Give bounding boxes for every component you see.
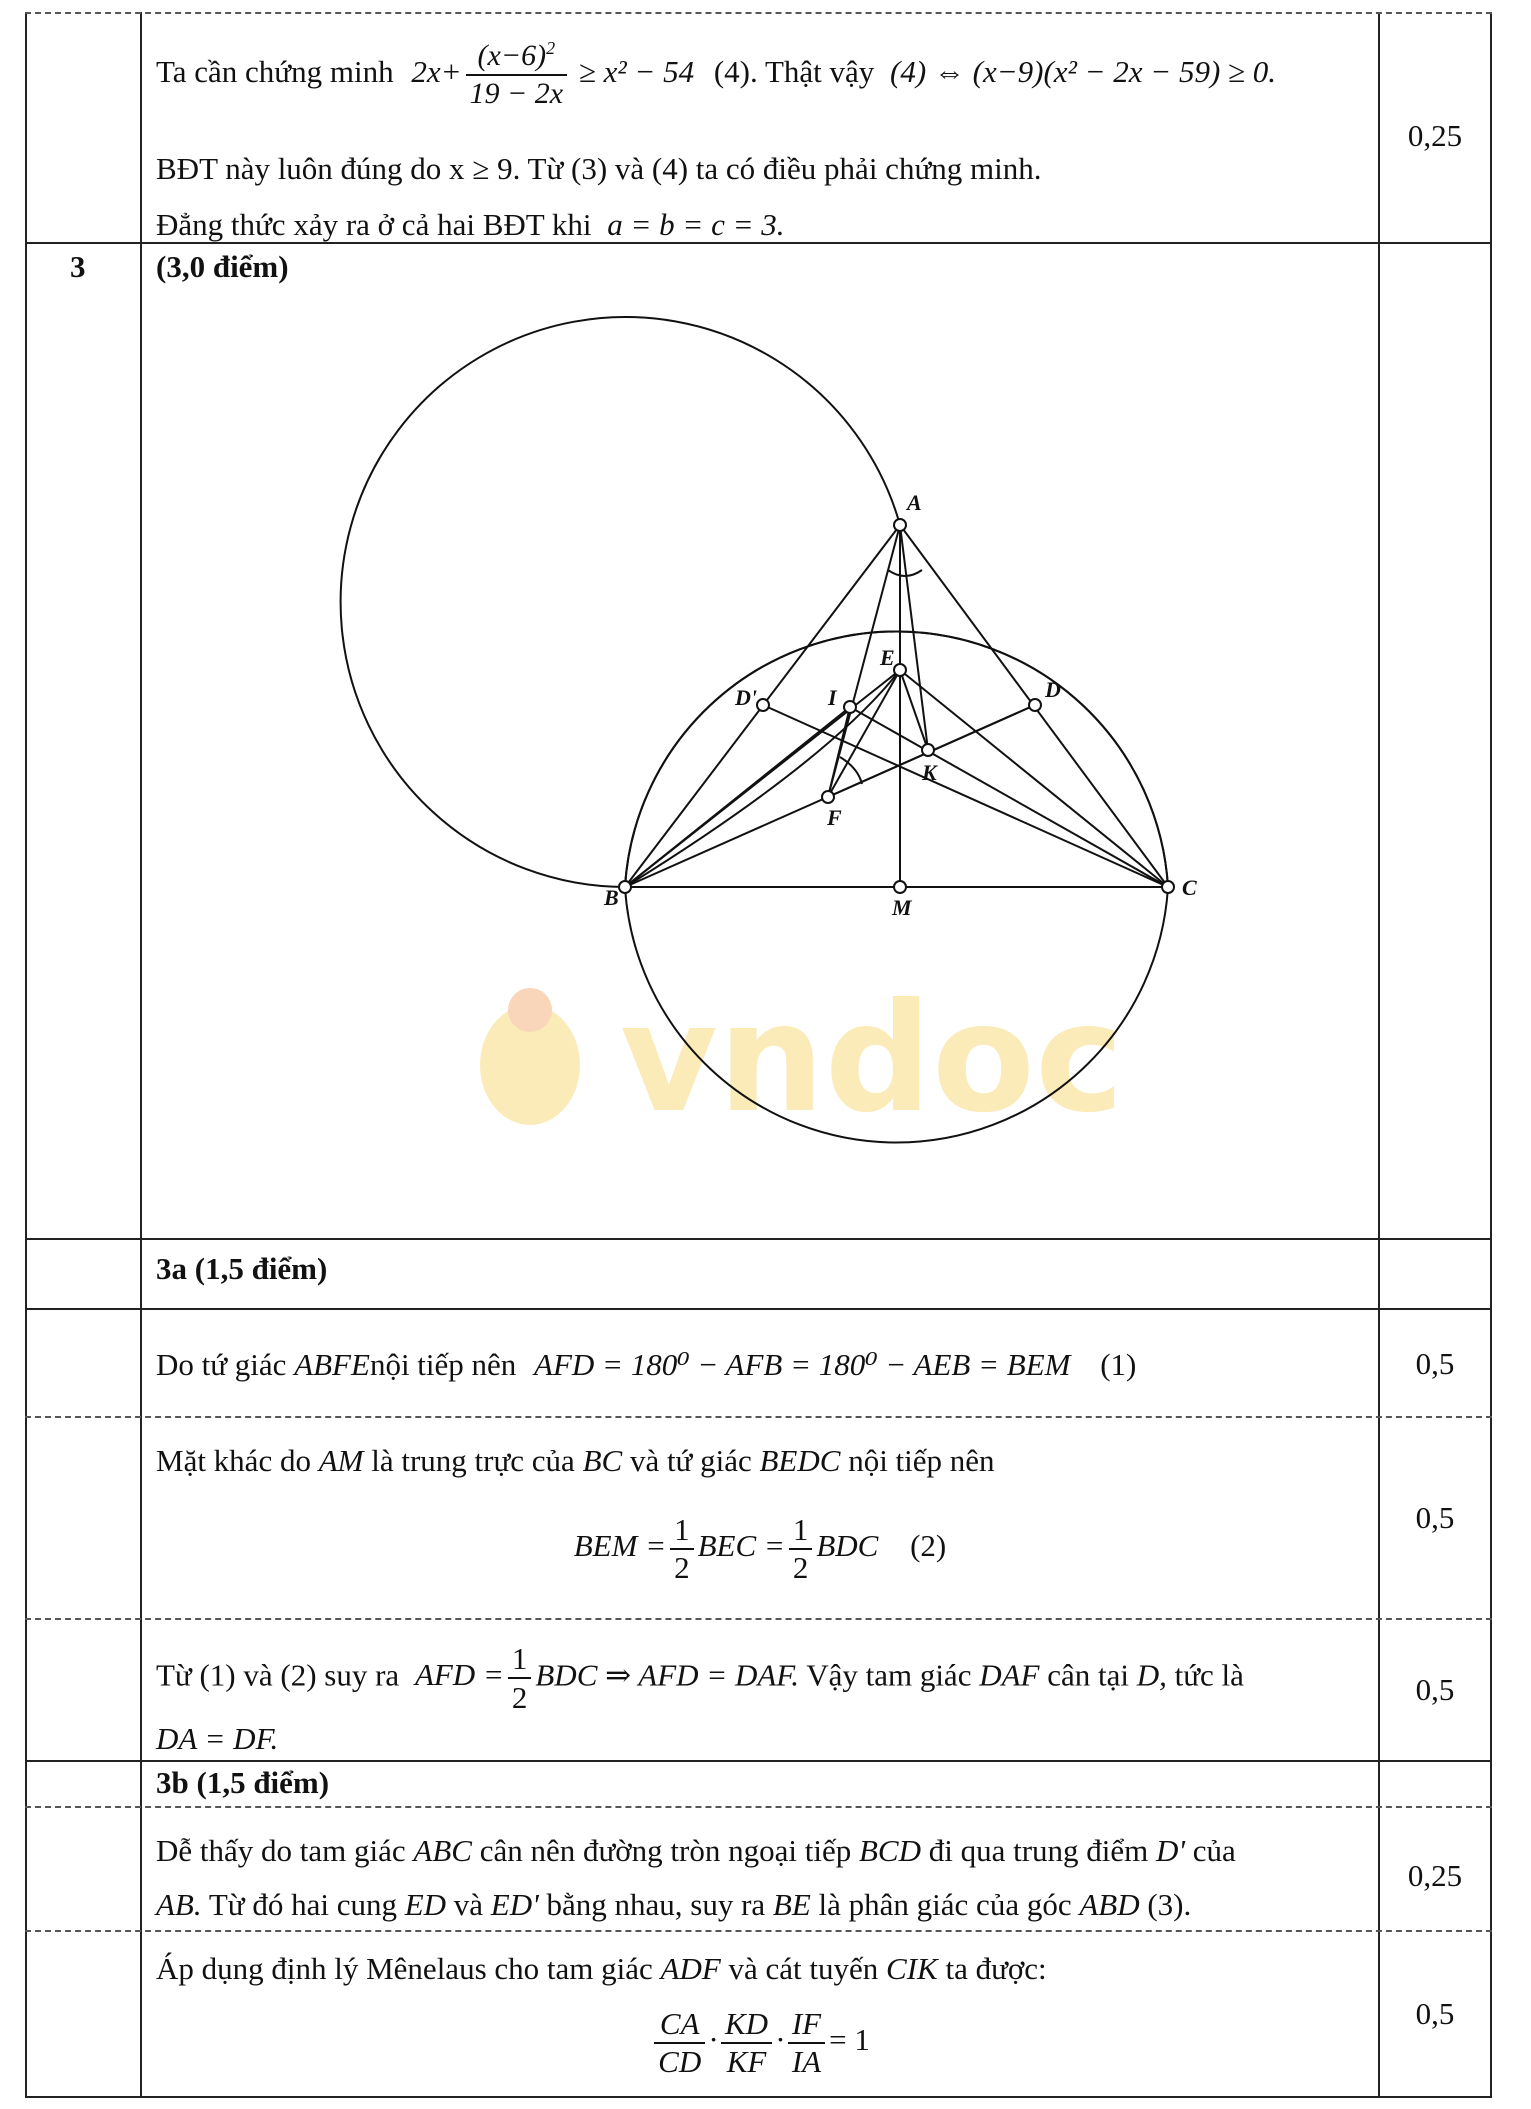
label-a: A bbox=[907, 490, 922, 515]
q3b-row1-line2-j: (3). bbox=[1147, 1887, 1192, 1922]
q3b-row1-line2-h: là phân giác của góc bbox=[818, 1887, 1072, 1922]
row-separator-3a-r2 bbox=[25, 1416, 1492, 1418]
frac2-den: KF bbox=[726, 2044, 767, 2079]
q3b-row1-score: 0,25 bbox=[1407, 1858, 1463, 1893]
ineq-numerator-exp: 2 bbox=[546, 38, 556, 58]
part2-line1-prefix: Ta cần chứng minh bbox=[156, 54, 394, 90]
row-separator-3b bbox=[25, 1760, 1492, 1762]
q3b-row2-b: ADF bbox=[660, 1951, 721, 1986]
q3a-row3-math-a: AFD = bbox=[414, 1657, 504, 1693]
menelaus-eq: = 1 bbox=[829, 2022, 870, 2058]
row-separator-3a-r3 bbox=[25, 1618, 1492, 1620]
q3b-row2-d: CIK bbox=[886, 1951, 938, 1986]
point-f bbox=[822, 791, 834, 803]
label-k: K bbox=[922, 760, 937, 785]
q3-heading: (3,0 điểm) bbox=[156, 249, 289, 284]
q3a-row3-math-b: BDC ⇒ AFD = DAF. bbox=[535, 1657, 799, 1693]
frac3-num: IF bbox=[788, 2006, 825, 2044]
part2-line3-prefix: Đẳng thức xảy ra ở cả hai BĐT khi bbox=[156, 207, 592, 242]
q3a-row2-tag: (2) bbox=[910, 1528, 947, 1564]
q3a-row3-line2: DA = DF. bbox=[156, 1721, 279, 1756]
row-separator-3a-body bbox=[25, 1308, 1492, 1310]
q3a-row1-a: Do tứ giác bbox=[156, 1347, 287, 1382]
point-k bbox=[922, 744, 934, 756]
q3b-heading: 3b (1,5 điểm) bbox=[156, 1765, 330, 1800]
point-d-prime bbox=[757, 699, 769, 711]
part2-score: 0,25 bbox=[1407, 118, 1463, 153]
ineq-rhs: ≥ x² − 54 bbox=[578, 54, 695, 90]
q3a-row2-line1 bbox=[156, 1442, 995, 1479]
point-a bbox=[894, 519, 906, 531]
q3a-row3-c: DAF bbox=[979, 1657, 1040, 1693]
equality-condition: a = b = c = 3. bbox=[607, 207, 785, 242]
q3b-row1-e: đi qua trung điểm bbox=[928, 1833, 1149, 1868]
q3b-row1-b: ABC bbox=[413, 1833, 472, 1868]
q3b-row1-line2-d: và bbox=[453, 1887, 484, 1922]
q3a-row2-f: BEDC bbox=[759, 1443, 841, 1478]
q3a-row2-g: nội tiếp nên bbox=[848, 1443, 995, 1478]
q3b-row2-e: ta được: bbox=[945, 1951, 1047, 1986]
segment-ci bbox=[850, 707, 1168, 887]
half-den-2: 2 bbox=[792, 1550, 809, 1585]
menelaus-formula: $\frac{CA}{CD}$ · $\frac{KD}{KF}$ · $\frac{IF}{IA}$ = 1 bbox=[140, 2006, 1380, 2080]
point-m bbox=[894, 881, 906, 893]
q3a-row2-math-b: BEC = bbox=[697, 1528, 785, 1564]
point-d bbox=[1029, 699, 1041, 711]
point-e bbox=[894, 664, 906, 676]
q3b-row1-a: Dễ thấy do tam giác bbox=[156, 1833, 406, 1868]
row-separator-3b-body bbox=[25, 1806, 1492, 1808]
segment-bi bbox=[625, 707, 850, 887]
q3-number: 3 bbox=[70, 249, 86, 284]
q3a-row2-score: 0,5 bbox=[1415, 1500, 1455, 1535]
label-d-prime: D' bbox=[735, 685, 757, 710]
q3a-row1-tag: (1) bbox=[1100, 1347, 1137, 1382]
q3b-row1-d: BCD bbox=[858, 1833, 921, 1868]
point-i bbox=[844, 701, 856, 713]
q3a-row2-a: Mặt khác do bbox=[156, 1443, 311, 1478]
q3a-row1-b: ABFE bbox=[294, 1347, 370, 1382]
label-e: E bbox=[880, 645, 895, 670]
q3b-row1-line2-f: bằng nhau, suy ra bbox=[546, 1887, 766, 1922]
segment-fi bbox=[828, 707, 850, 797]
half-den-3: 2 bbox=[511, 1680, 528, 1716]
q3a-row3-score: 0,5 bbox=[1415, 1672, 1455, 1707]
q3a-row2-b: AM bbox=[318, 1443, 364, 1478]
q3a-heading: 3a (1,5 điểm) bbox=[156, 1251, 328, 1286]
label-m: M bbox=[892, 895, 912, 920]
q3b-row1-g: của bbox=[1192, 1833, 1236, 1868]
q3b-row1-line2-g: BE bbox=[772, 1887, 811, 1922]
half-num-3: 1 bbox=[508, 1640, 532, 1679]
q3b-row1-line1 bbox=[156, 1832, 1236, 1869]
row-separator-3b-r2 bbox=[25, 1930, 1492, 1932]
q3b-row2-score: 0,5 bbox=[1415, 1996, 1455, 2031]
part2-line2: BĐT này luôn đúng do x ≥ 9. Từ (3) và (4) ta có điều phải chứng minh. bbox=[156, 151, 1042, 186]
q3b-row1-line2-a: AB. bbox=[156, 1887, 202, 1922]
point-c bbox=[1162, 881, 1174, 893]
ineq-denominator: 19 − 2x bbox=[469, 77, 564, 110]
q3a-row3-a: Từ (1) và (2) suy ra bbox=[156, 1657, 400, 1693]
ineq-equivalence: (4) ⇔ (x−9)(x² − 2x − 59) ≥ 0. bbox=[890, 54, 1277, 90]
label-d: D bbox=[1045, 677, 1061, 702]
row-separator-3a bbox=[25, 1238, 1492, 1240]
q3a-row2-d: BC bbox=[582, 1443, 623, 1478]
q3a-row1-math: AFD = 180⁰ − AFB = 180⁰ − AEB = BEM bbox=[534, 1347, 1071, 1382]
q3b-row1-line2-e: ED' bbox=[490, 1887, 539, 1922]
q3b-row1-line2-c: ED bbox=[404, 1887, 447, 1922]
q3b-row2-c: và cát tuyến bbox=[728, 1951, 879, 1986]
q3a-row3-d: cân tại bbox=[1047, 1657, 1129, 1693]
q3a-row2-e: và tứ giác bbox=[629, 1443, 752, 1478]
point-b bbox=[619, 881, 631, 893]
q3a-row1-score: 0,5 bbox=[1415, 1346, 1455, 1381]
q3a-row1-c: nội tiếp nên bbox=[369, 1347, 517, 1382]
frac3-den: IA bbox=[791, 2044, 822, 2079]
q3a-row3-f: tức là bbox=[1174, 1657, 1244, 1693]
q3a-row3-b: Vậy tam giác bbox=[806, 1657, 972, 1693]
label-i: I bbox=[828, 685, 837, 710]
q3a-row2-math-a: BEM = bbox=[573, 1528, 667, 1564]
q3a-row2-formula bbox=[140, 1512, 1380, 1586]
ineq-numerator: (x−6) bbox=[477, 39, 547, 72]
q3a-row2-c: là trung trực của bbox=[371, 1443, 575, 1478]
half-den-1: 2 bbox=[674, 1550, 690, 1585]
q3b-row1-f: D' bbox=[1156, 1833, 1186, 1868]
frac1-den: CD bbox=[658, 2044, 702, 2079]
q3b-row1-c: cân nên đường tròn ngoại tiếp bbox=[479, 1833, 852, 1868]
q3a-row1 bbox=[156, 1346, 1136, 1383]
half-num-1: 1 bbox=[670, 1512, 694, 1550]
label-f: F bbox=[827, 805, 842, 830]
part2-line1-mid: . Thật vậy bbox=[750, 54, 875, 90]
q3a-row2-math-c: BDC bbox=[816, 1528, 879, 1564]
watermark-text: vndoc bbox=[620, 972, 1124, 1146]
q3a-row3-e: D, bbox=[1136, 1657, 1167, 1693]
half-num-2: 1 bbox=[789, 1512, 813, 1550]
q3a-row3-line1 bbox=[156, 1640, 1244, 1716]
frac2-num: KD bbox=[721, 2006, 772, 2044]
frac1-num: CA bbox=[654, 2006, 705, 2044]
ineq-lhs: 2x+ bbox=[411, 54, 462, 90]
q3b-row1-line2-i: ABD bbox=[1079, 1887, 1140, 1922]
table-border-bottom bbox=[25, 2096, 1492, 2098]
q3b-row2-line1 bbox=[156, 1950, 1047, 1987]
q3b-row1-line2-b: Từ đó hai cung bbox=[208, 1887, 397, 1922]
q3b-row1-line2 bbox=[156, 1886, 1191, 1923]
q3b-row2-a: Áp dụng định lý Mênelaus cho tam giác bbox=[156, 1951, 653, 1986]
label-b: B bbox=[604, 885, 619, 910]
label-c: C bbox=[1182, 875, 1197, 900]
ineq-tag: (4) bbox=[713, 54, 750, 90]
